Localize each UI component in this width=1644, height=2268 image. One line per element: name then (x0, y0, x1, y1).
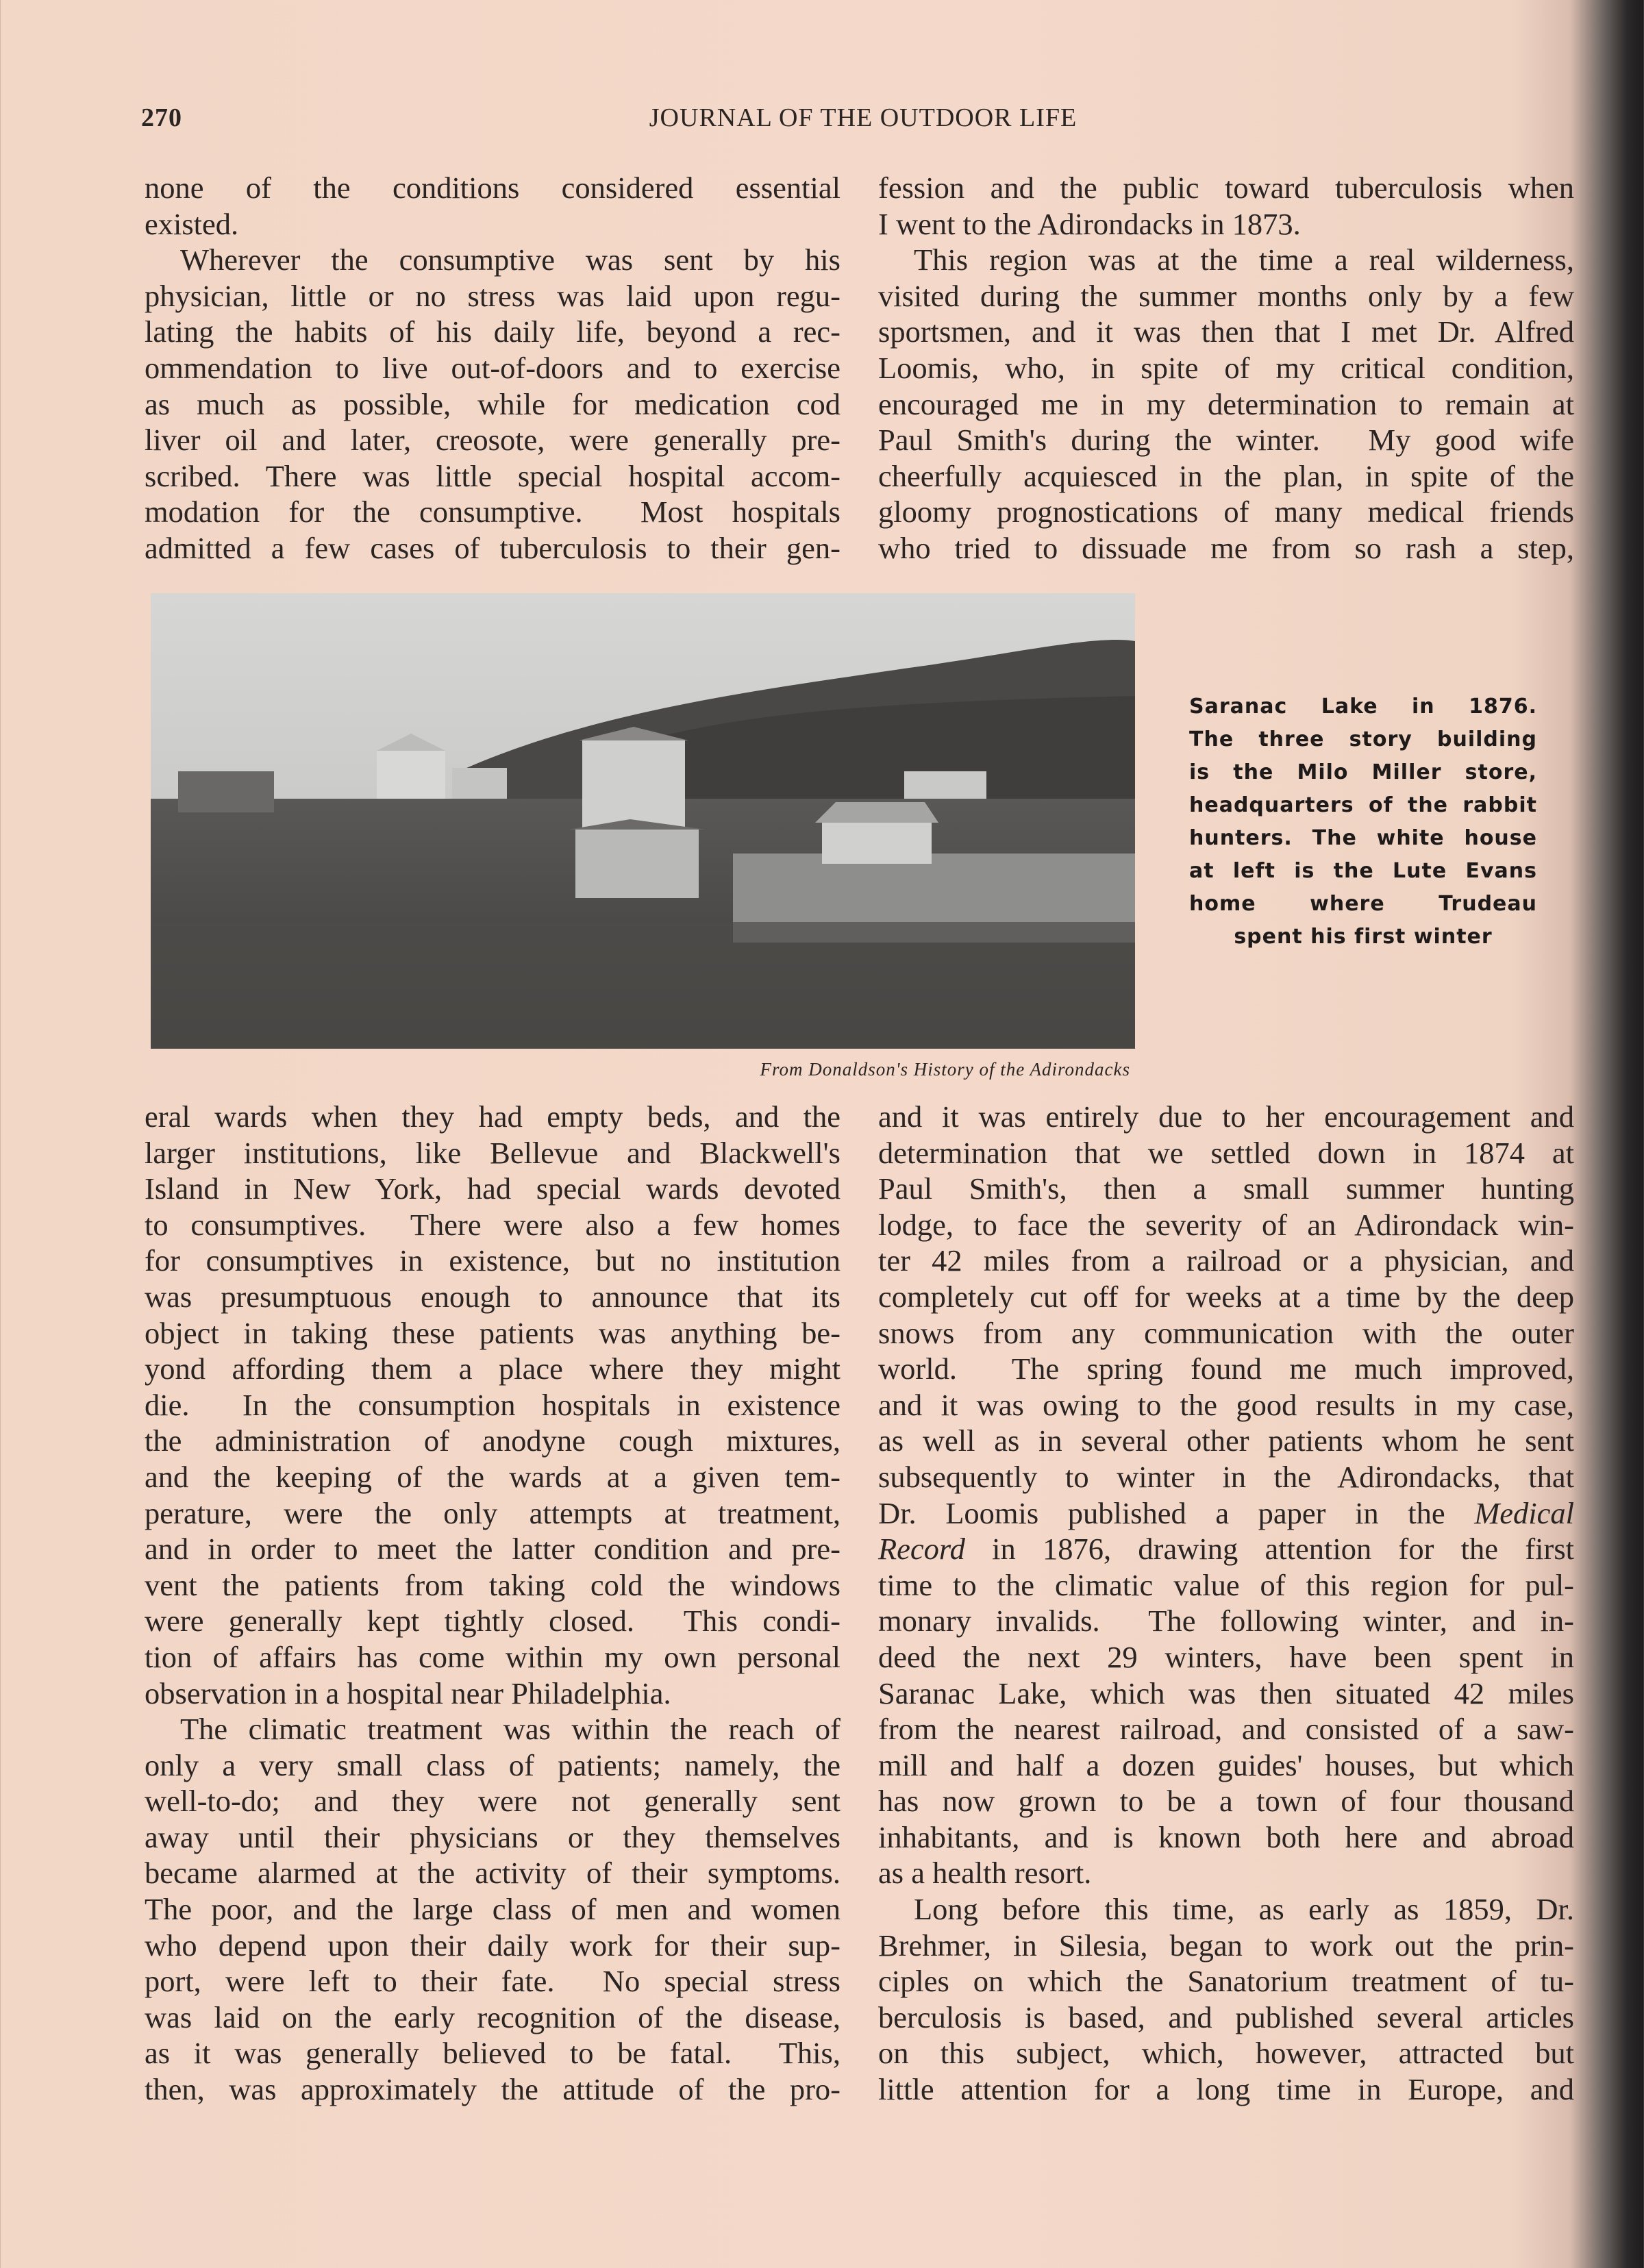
line-text: and in order to meet the latter condition and pre- (145, 1532, 840, 1567)
line-text: little attention for a long time in Europe, and (878, 2072, 1574, 2107)
text-line (878, 1963, 1574, 1999)
text-line (878, 1639, 1574, 1675)
line-text: and it was entirely due to her encouragement and (878, 1099, 1574, 1134)
text-line (878, 2071, 1574, 2108)
line-text: were generally kept tightly closed. This condi- (145, 1604, 840, 1638)
text-line (878, 1423, 1574, 1459)
text-line (145, 1855, 840, 1891)
line-text: only a very small class of patients; namely, the (145, 1747, 840, 1782)
line-text: The climatic treatment was within the reach of (180, 1712, 840, 1747)
text-line (878, 1783, 1574, 1819)
text-line (145, 2035, 840, 2071)
line-text: Island in New York, had special wards devoted (145, 1171, 840, 1206)
text-line (878, 1999, 1574, 2036)
line-text: Dr. Loomis published a paper in the (878, 1495, 1475, 1530)
text-line (145, 1567, 840, 1604)
text-line (145, 1603, 840, 1639)
text-line (145, 314, 840, 350)
line-text: existed. (145, 206, 239, 241)
text-line (145, 1747, 840, 1784)
caption-line: spent his first winter (1234, 925, 1493, 949)
italic-term: Medical (1474, 1495, 1574, 1530)
text-line (878, 314, 1574, 350)
text-line (878, 278, 1574, 314)
caption-line: hunters. The white house (1189, 826, 1537, 850)
text-line (145, 170, 840, 206)
text-line (878, 1531, 1574, 1567)
text-line (878, 242, 1574, 278)
line-text: as it was generally believed to be fatal. This, (145, 2036, 840, 2071)
line-text: perature, were the only attempts at treatment, (145, 1495, 840, 1530)
top-left-column (145, 170, 840, 566)
line-text: port, were left to their fate. No special stress (145, 1964, 840, 1999)
line-text: scribed. There was little special hospital accom- (145, 458, 840, 493)
photograph-saranac-lake (151, 593, 1135, 1049)
caption-line: is the Milo Miller store, (1189, 760, 1537, 784)
line-text: I went to the Adirondacks in 1873. (878, 206, 1301, 241)
page-number: 270 (141, 103, 182, 132)
bottom-right-column (878, 1099, 1574, 2108)
text-line (878, 1171, 1574, 1207)
line-text: as well as in several other patients whom he sent (878, 1423, 1574, 1458)
line-text: away until their physicians or they themselves (145, 1819, 840, 1854)
line-text: world. The spring found me much improved, (878, 1351, 1574, 1386)
photo-credit: From Donaldson's History of the Adirondacks (760, 1059, 1130, 1080)
line-text: fession and the public toward tuberculosis when (878, 171, 1574, 205)
line-text: the administration of anodyne cough mixtures, (145, 1423, 840, 1458)
text-line (878, 1459, 1574, 1495)
text-line (145, 494, 840, 530)
line-text: liver oil and later, creosote, were generally pre- (145, 423, 840, 458)
text-line (878, 350, 1574, 386)
line-text: on this subject, which, however, attracted but (878, 2036, 1574, 2071)
line-text: Paul Smith's during the winter. My good wife (878, 423, 1574, 458)
line-text: Loomis, who, in spite of my critical condition, (878, 350, 1574, 385)
text-line (878, 1928, 1574, 1964)
caption-line: at left is the Lute Evans (1189, 859, 1537, 883)
line-text: well-to-do; and they were not generally sent (145, 1784, 840, 1819)
line-text: lodge, to face the severity of an Adirondack win- (878, 1207, 1574, 1242)
line-text: deed the next 29 winters, have been spent in (878, 1639, 1574, 1674)
text-line (145, 1207, 840, 1243)
text-line (878, 1603, 1574, 1639)
line-text: lating the habits of his daily life, beyond a rec- (145, 314, 840, 349)
text-line (145, 1135, 840, 1171)
line-text: and the keeping of the wards at a given tem- (145, 1459, 840, 1494)
text-line (145, 458, 840, 495)
line-text: larger institutions, like Bellevue and Blackwell's (145, 1135, 840, 1170)
text-line (878, 530, 1574, 566)
line-text: admitted a few cases of tuberculosis to their gen- (145, 530, 840, 565)
text-line (145, 530, 840, 566)
text-line (145, 1387, 840, 1423)
text-line (878, 1891, 1574, 1928)
line-text: inhabitants, and is known both here and abroad (878, 1819, 1574, 1854)
text-line (145, 1928, 840, 1964)
line-text: tion of affairs has come within my own personal (145, 1639, 840, 1674)
line-text: Saranac Lake, which was then situated 42 miles (878, 1675, 1574, 1710)
text-line (145, 206, 840, 242)
text-line (145, 1963, 840, 1999)
line-text: yond affording them a place where they might (145, 1351, 840, 1386)
text-line (145, 1279, 840, 1315)
text-line (145, 278, 840, 314)
line-text: then, was approximately the attitude of the pro- (145, 2072, 840, 2107)
text-line (878, 1855, 1574, 1891)
text-line (878, 1207, 1574, 1243)
line-text: subsequently to winter in the Adirondacks, that (878, 1459, 1574, 1494)
line-text: eral wards when they had empty beds, and the (145, 1099, 840, 1134)
text-line (145, 1243, 840, 1279)
text-line (145, 1783, 840, 1819)
text-line (878, 1279, 1574, 1315)
italic-term: Record (878, 1532, 965, 1567)
text-line (145, 1711, 840, 1747)
text-line (145, 1639, 840, 1675)
line-text: who depend upon their daily work for their sup- (145, 1928, 840, 1962)
line-text: was laid on the early recognition of the disease, (145, 1999, 840, 2034)
text-line (145, 1099, 840, 1135)
text-line (878, 170, 1574, 206)
line-text: for consumptives in existence, but no institution (145, 1243, 840, 1278)
text-line (878, 422, 1574, 458)
text-line (145, 1999, 840, 2036)
text-line (878, 1711, 1574, 1747)
text-line (878, 1351, 1574, 1387)
text-line (145, 422, 840, 458)
text-line (878, 386, 1574, 423)
text-line (878, 1567, 1574, 1604)
line-text: ter 42 miles from a railroad or a physician, and (878, 1243, 1574, 1278)
line-text: This region was at the time a real wilderness, (914, 242, 1574, 277)
line-text: vent the patients from taking cold the windows (145, 1567, 840, 1602)
text-line (145, 1819, 840, 1856)
text-line (878, 1675, 1574, 1712)
text-line (878, 1099, 1574, 1135)
line-text: cheerfully acquiesced in the plan, in spite of the (878, 458, 1574, 493)
line-text: object in taking these patients was anything be- (145, 1315, 840, 1350)
line-text: and it was owing to the good results in my case, (878, 1387, 1574, 1422)
text-line (878, 494, 1574, 530)
text-line (878, 1495, 1574, 1532)
figure-caption (1189, 690, 1537, 954)
text-line (145, 2071, 840, 2108)
text-line (878, 1315, 1574, 1351)
text-line (145, 350, 840, 386)
line-text: Paul Smith's, then a small summer hunting (878, 1171, 1574, 1206)
line-text: as much as possible, while for medication cod (145, 386, 840, 421)
line-text: gloomy prognostications of many medical friends (878, 495, 1574, 529)
text-line (145, 1531, 840, 1567)
line-text: physician, little or no stress was laid upon regu- (145, 278, 840, 313)
caption-line: The three story building (1189, 727, 1537, 751)
line-text: berculosis is based, and published several articles (878, 1999, 1574, 2034)
line-text: from the nearest railroad, and consisted of a saw- (878, 1712, 1574, 1747)
line-text: observation in a hospital near Philadelphia. (145, 1675, 671, 1710)
line-text: completely cut off for weeks at a time by the deep (878, 1279, 1574, 1314)
text-line (145, 1315, 840, 1351)
line-text: has now grown to be a town of four thousand (878, 1784, 1574, 1819)
journal-title: JOURNAL OF THE OUTDOOR LIFE (649, 103, 1078, 132)
bottom-left-column (145, 1099, 840, 2108)
line-text: became alarmed at the activity of their symptoms. (145, 1856, 840, 1891)
line-text: modation for the consumptive. Most hospitals (145, 495, 840, 529)
line-text: was presumptuous enough to announce that its (145, 1279, 840, 1314)
text-line (145, 1891, 840, 1928)
text-line (145, 1423, 840, 1459)
line-text: snows from any communication with the outer (878, 1315, 1574, 1350)
text-line (878, 1387, 1574, 1423)
text-line (145, 1675, 840, 1712)
line-text: sportsmen, and it was then that I met Dr. Alfred (878, 314, 1574, 349)
line-text: as a health resort. (878, 1856, 1092, 1891)
text-line (878, 1243, 1574, 1279)
text-line (878, 2035, 1574, 2071)
top-right-column (878, 170, 1574, 566)
line-text: ciples on which the Sanatorium treatment of tu- (878, 1964, 1574, 1999)
line-text: mill and half a dozen guides' houses, but which (878, 1747, 1574, 1782)
text-line (878, 1135, 1574, 1171)
line-text: determination that we settled down in 1874 at (878, 1135, 1574, 1170)
line-text: visited during the summer months only by a few (878, 278, 1574, 313)
line-text: Long before this time, as early as 1859, Dr. (914, 1892, 1574, 1927)
text-line (145, 1459, 840, 1495)
line-text: Brehmer, in Silesia, began to work out the prin- (878, 1928, 1574, 1962)
text-line (878, 1747, 1574, 1784)
line-text: who tried to dissuade me from so rash a step, (878, 530, 1574, 565)
line-text: none of the conditions considered essential (145, 171, 840, 205)
text-line (145, 242, 840, 278)
caption-line: headquarters of the rabbit (1189, 793, 1537, 817)
line-text: monary invalids. The following winter, and in- (878, 1604, 1574, 1638)
line-text: The poor, and the large class of men and women (145, 1892, 840, 1927)
text-line (145, 386, 840, 423)
line-text: die. In the consumption hospitals in existence (145, 1387, 840, 1422)
text-line (878, 206, 1574, 242)
line-text: in 1876, drawing attention for the first (964, 1532, 1574, 1567)
text-line (878, 458, 1574, 495)
text-line (145, 1351, 840, 1387)
caption-line: home where Trudeau (1189, 892, 1537, 916)
line-text: time to the climatic value of this region for pul- (878, 1567, 1574, 1602)
line-text: to consumptives. There were also a few homes (145, 1207, 840, 1242)
photo-illustration (151, 593, 1135, 1049)
line-text: encouraged me in my determination to remain at (878, 386, 1574, 421)
text-line (145, 1495, 840, 1532)
line-text: ommendation to live out-of-doors and to exercise (145, 350, 840, 385)
line-text: Wherever the consumptive was sent by his (180, 242, 840, 277)
text-line (878, 1819, 1574, 1856)
caption-line: Saranac Lake in 1876. (1189, 695, 1537, 719)
text-line (145, 1171, 840, 1207)
